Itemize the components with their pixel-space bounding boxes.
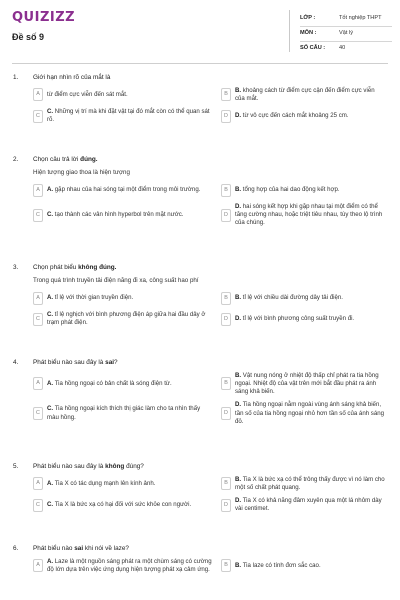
option-a[interactable] [33, 476, 213, 492]
option-d[interactable] [221, 203, 386, 228]
options-grid [33, 87, 400, 125]
options-grid [33, 182, 400, 228]
question-number: 1. [13, 74, 19, 81]
question-number: 4. [13, 359, 19, 366]
question-1 [0, 74, 400, 156]
option-b[interactable] [221, 182, 386, 198]
question-text: Phát biểu nào sai khi nói về laze? [33, 545, 129, 552]
option-d[interactable] [221, 311, 386, 327]
option-letter: D [221, 313, 231, 326]
option-letter: C [33, 209, 43, 222]
meta-value: Vật lý [339, 30, 353, 37]
option-text: D. tỉ lệ với bình phương công suất truyền đi. [235, 315, 355, 323]
option-letter: A [33, 184, 43, 197]
option-text: D. hai sóng kết hợp khi gặp nhau tại một điểm có thể tăng cường nhau, hoặc triệt tiêu nhau, tùy theo lộ trình của chúng. [235, 203, 383, 227]
option-b[interactable] [221, 87, 386, 103]
option-text: B. Tia X là bức xạ có thể trông thấy được vì nó làm cho một số chất phát quang. [235, 475, 385, 491]
question-text: Chọn câu trả lời đúng. [33, 156, 98, 163]
option-text: C. Tia X là bức xạ có hại đối với sức khỏe con người. [47, 501, 192, 509]
option-text: D. Tia hồng ngoại nằm ngoài vùng ánh sáng khả biến, tần số của tia hồng ngoại nhỏ hơn tần số của ánh sáng đỏ. [235, 401, 385, 425]
question-number: 5. [13, 463, 19, 470]
question-3 [0, 264, 400, 359]
question-text: Chọn phát biểu không đúng. [33, 264, 117, 271]
meta-table [300, 12, 392, 56]
header-divider [289, 10, 290, 52]
page-title: Đề số 9 [12, 32, 45, 42]
worksheet-header [0, 0, 400, 58]
option-c[interactable] [33, 311, 213, 327]
meta-row-subject [300, 26, 392, 41]
option-text: từ điểm cực viễn đến sát mắt. [47, 90, 128, 98]
meta-label: SỐ CÂU : [300, 45, 326, 52]
meta-row-count [300, 41, 392, 56]
option-letter: C [33, 499, 43, 512]
option-letter: D [221, 209, 231, 222]
option-b[interactable] [221, 476, 386, 492]
option-letter: B [221, 377, 231, 390]
question-5 [0, 463, 400, 545]
option-letter: A [33, 377, 43, 390]
meta-row-class [300, 12, 392, 26]
option-text: A. tỉ lệ với thời gian truyền điện. [47, 293, 134, 301]
quizizz-logo: QUIZIZZ [12, 10, 76, 25]
option-d[interactable] [221, 401, 386, 426]
question-number: 6. [13, 545, 19, 552]
meta-value: 40 [339, 45, 346, 52]
option-text: B. tổng hợp của hai dao động kết hợp. [235, 185, 340, 193]
option-b[interactable] [221, 372, 386, 397]
option-letter: A [33, 477, 43, 490]
option-c[interactable] [33, 497, 213, 513]
header-rule [12, 63, 388, 64]
option-text: D. từ vô cực đến cách mắt khoảng 25 cm. [235, 112, 349, 120]
option-text: A. gặp nhau của hai sóng tại một điểm trong môi trường. [47, 185, 201, 193]
option-b[interactable] [221, 290, 386, 306]
meta-label: MÔN : [300, 30, 317, 37]
question-2 [0, 156, 400, 264]
option-a[interactable] [33, 372, 213, 397]
question-number: 2. [13, 156, 19, 163]
option-letter: B [221, 184, 231, 197]
option-c[interactable] [33, 108, 213, 124]
option-text: B. tỉ lệ với chiều dài đường dây tải điện. [235, 293, 343, 301]
option-text: C. tỉ lệ nghịch với bình phương điện áp giữa hai đầu dây ở trạm phát điện. [47, 311, 206, 327]
question-text: Phát biểu nào sau đây là không đúng? [33, 463, 144, 470]
meta-value: Tốt nghiệp THPT [339, 15, 382, 22]
option-text: A. Tia hồng ngoại có bản chất là sóng điện từ. [47, 379, 172, 387]
option-text: C. tạo thành các vân hình hyperbol trên mặt nước. [47, 211, 184, 219]
option-letter: A [33, 559, 43, 572]
option-letter: B [221, 477, 231, 490]
option-d[interactable] [221, 108, 386, 124]
option-text: A. Laze là một nguồn sáng phát ra một chùm sáng có cường độ lớn dựa trên việc ứng dụng hiện tượng phát xạ cảm ứng. [47, 557, 212, 573]
option-letter: A [33, 88, 43, 101]
options-grid [33, 558, 400, 574]
option-c[interactable] [33, 401, 213, 426]
question-text: Phát biểu nào sau đây là sai? [33, 359, 118, 366]
question-stem: Trong quá trình truyền tải điện năng đi xa, công suất hao phí [33, 276, 199, 284]
option-text: C. Những vị trí mà khi đặt vật tại đó mắt còn có thể quan sát rõ. [47, 108, 210, 124]
option-letter: B [221, 559, 231, 572]
option-text: B. Tia laze có tính đơn sắc cao. [235, 561, 321, 569]
option-letter: A [33, 292, 43, 305]
question-text: Giới hạn nhìn rõ của mắt là [33, 74, 111, 81]
option-letter: C [33, 110, 43, 123]
option-letter: B [221, 88, 231, 101]
question-stem: Hiện tượng giao thoa là hiện tượng [33, 168, 130, 176]
option-text: A. Tia X có tác dụng mạnh lên kính ảnh. [47, 479, 156, 487]
option-text: D. Tia X có khả năng đâm xuyên qua một lá nhôm dày vài centimet. [235, 497, 382, 513]
option-letter: C [33, 407, 43, 420]
option-text: B. Vật nung nóng ở nhiệt độ thấp chỉ phát ra tia hồng ngoại. Nhiệt độ của vật trên mới bắt đầu phát ra ánh sáng khả biến. [235, 371, 379, 396]
option-letter: D [221, 110, 231, 123]
options-grid [33, 290, 400, 327]
question-list [0, 74, 400, 574]
options-grid [33, 476, 400, 514]
question-6 [0, 545, 400, 574]
option-c[interactable] [33, 203, 213, 228]
option-letter: B [221, 292, 231, 305]
options-grid [33, 372, 400, 426]
question-number: 3. [13, 264, 19, 271]
option-b[interactable] [221, 558, 386, 574]
meta-label: LỚP : [300, 15, 316, 22]
option-a[interactable] [33, 87, 213, 103]
option-d[interactable] [221, 497, 386, 513]
option-a[interactable] [33, 558, 213, 574]
option-letter: C [33, 313, 43, 326]
option-letter: D [221, 499, 231, 512]
question-4 [0, 359, 400, 463]
option-a[interactable] [33, 182, 213, 198]
option-letter: D [221, 407, 231, 420]
option-a[interactable] [33, 290, 213, 306]
option-text: B. khoảng cách từ điểm cực cận đến điểm cực viễn của mắt. [235, 86, 375, 102]
option-text: C. Tia hồng ngoại kích thích thị giác làm cho ta nhìn thấy màu hồng. [47, 405, 201, 421]
